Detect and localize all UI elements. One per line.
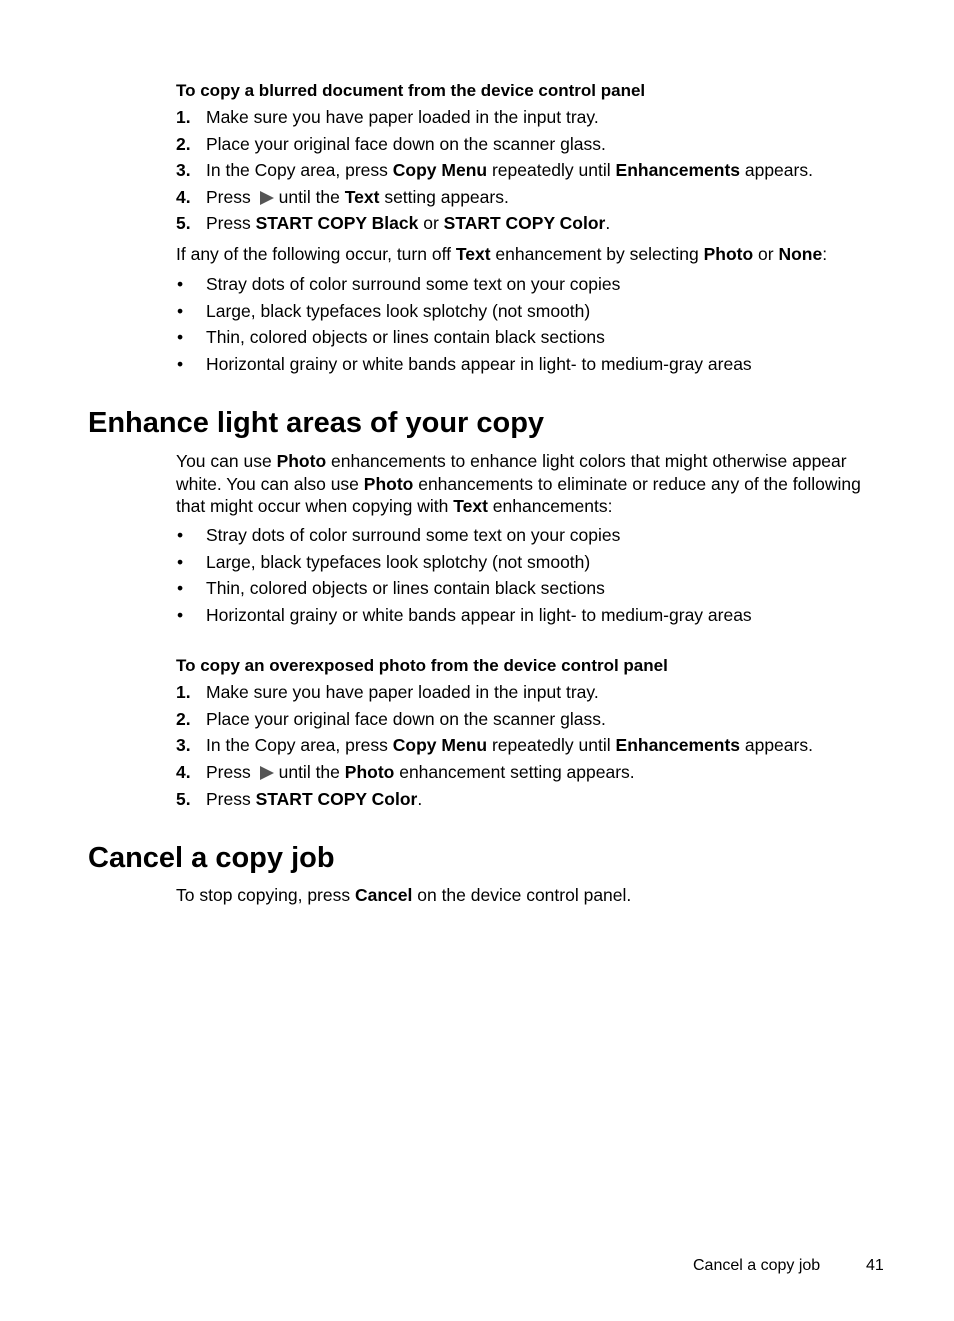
footer-section-title: Cancel a copy job: [693, 1257, 821, 1274]
step-text: Make sure you have paper loaded in the input tray.: [206, 682, 599, 702]
body-paragraph: To stop copying, press Cancel on the device control panel.: [176, 885, 632, 905]
step-number: 2.: [176, 709, 191, 729]
bullet-icon: •: [177, 327, 184, 347]
section-heading: Cancel a copy job: [88, 842, 335, 874]
step-number: 1.: [176, 107, 191, 127]
step-number: 4.: [176, 187, 191, 207]
page-number: 41: [866, 1257, 884, 1274]
step-text: Press START COPY Black or START COPY Color.: [206, 213, 611, 233]
section-heading: Enhance light areas of your copy: [88, 407, 545, 439]
step-text: Make sure you have paper loaded in the input tray.: [206, 107, 599, 127]
step-number: 3.: [176, 160, 191, 180]
bullet-icon: •: [177, 578, 184, 598]
step-text: Place your original face down on the scanner glass.: [206, 134, 606, 154]
bullet-icon: •: [177, 274, 184, 294]
procedure-title: To copy a blurred document from the device control panel: [176, 81, 646, 100]
step-text: Press START COPY Color.: [206, 789, 423, 809]
step-number: 3.: [176, 735, 191, 755]
note-paragraph: If any of the following occur, turn off Text enhancement by selecting Photo or None:: [176, 244, 828, 264]
bullet-icon: •: [177, 605, 184, 625]
step-number: 5.: [176, 789, 191, 809]
body-paragraph: You can use Photo enhancements to enhance light colors that might otherwise appear white. You can also use Photo enhancements to eliminate or reduce any of the following that might occur when copying with Text enhancements:: [176, 451, 861, 516]
step-number: 2.: [176, 134, 191, 154]
bullet-icon: •: [177, 525, 184, 545]
step-text: Press until the Text setting appears.: [206, 187, 509, 207]
step-text: In the Copy area, press Copy Menu repeatedly until Enhancements appears.: [206, 160, 813, 180]
right-arrow-icon: [260, 191, 274, 205]
step-number: 4.: [176, 762, 191, 782]
step-text: Place your original face down on the scanner glass.: [206, 709, 606, 729]
bullet-icon: •: [177, 354, 184, 374]
bullet-icon: •: [177, 301, 184, 321]
procedure-title: To copy an overexposed photo from the device control panel: [176, 656, 668, 675]
bullet-icon: •: [177, 552, 184, 572]
step-text: Press until the Photo enhancement setting appears.: [206, 762, 635, 782]
step-number: 5.: [176, 213, 191, 233]
step-text: In the Copy area, press Copy Menu repeatedly until Enhancements appears.: [206, 735, 813, 755]
right-arrow-icon: [260, 766, 274, 780]
step-number: 1.: [176, 682, 191, 702]
